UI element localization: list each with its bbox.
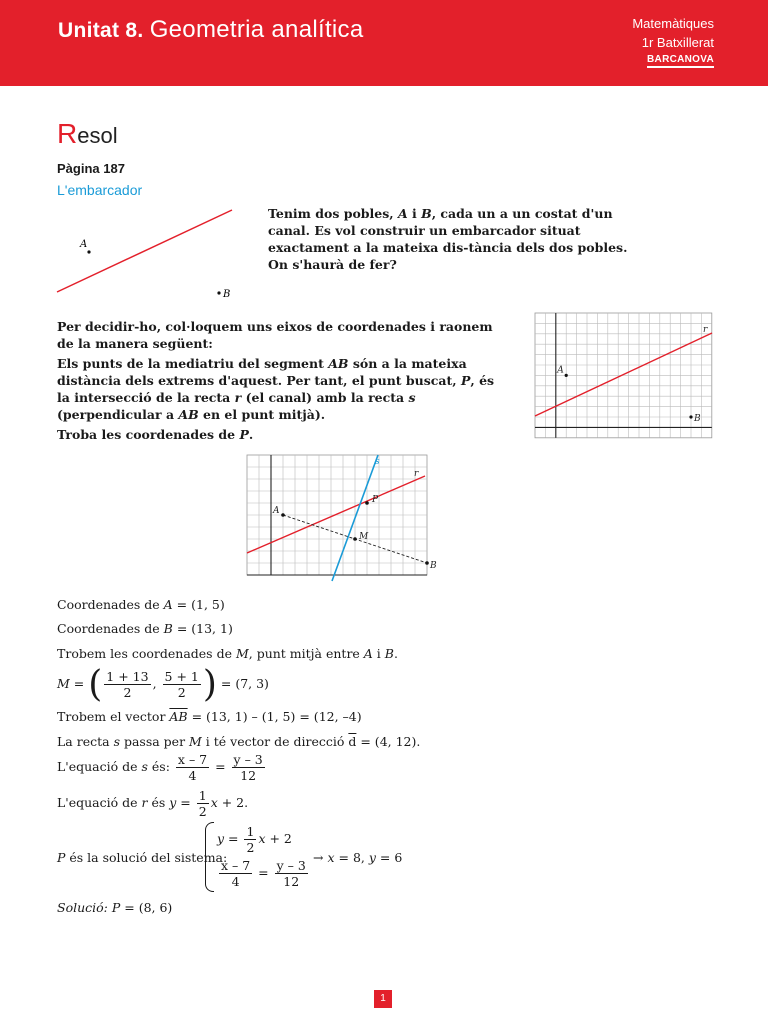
- grid-figure-2: [247, 455, 437, 579]
- var: P: [239, 427, 249, 442]
- point-b: [689, 415, 692, 418]
- fraction: [163, 669, 201, 700]
- var: B: [163, 621, 173, 636]
- equation-system: [205, 822, 315, 892]
- numerator: y – 3: [233, 752, 263, 767]
- point-a: [565, 374, 568, 377]
- var: y: [217, 831, 225, 846]
- system-result: [313, 850, 402, 865]
- vector-d: $\overline{d}$: [348, 734, 357, 749]
- system-eq-2: [217, 858, 310, 889]
- text: Trobem les coordenades de: [57, 646, 236, 661]
- line-r-label: r: [703, 325, 708, 335]
- text: L'equació de: [57, 795, 142, 810]
- text: =: [211, 759, 230, 774]
- text: = (4, 12).: [356, 734, 421, 749]
- var: s: [141, 759, 148, 774]
- section-title-initial: R: [57, 118, 78, 149]
- header-bar: [0, 0, 768, 86]
- var: y: [169, 795, 177, 810]
- task-para3: [57, 426, 505, 443]
- point-b: [425, 561, 429, 565]
- text: .: [393, 646, 398, 661]
- text: + 2: [265, 831, 292, 846]
- var: AB: [328, 356, 349, 371]
- line-s-direction: [57, 734, 420, 749]
- var: P: [111, 900, 121, 915]
- text: Coordenades de: [57, 597, 164, 612]
- unit-title: Geometria analítica: [149, 16, 364, 43]
- var: B: [384, 646, 394, 661]
- var: x: [258, 831, 266, 846]
- fraction: [219, 858, 252, 889]
- intro-b: B: [421, 206, 432, 221]
- page-number: 1: [374, 990, 392, 1008]
- publisher-logo: BARCANOVA: [647, 54, 714, 68]
- text: en el punt mitjà).: [198, 407, 326, 422]
- text: =: [69, 676, 89, 691]
- var: r: [234, 390, 242, 405]
- section-title: [57, 118, 118, 150]
- point-a: [87, 250, 90, 253]
- var: M: [189, 734, 202, 749]
- fraction: [197, 788, 209, 819]
- text: Coordenades de: [57, 621, 164, 636]
- var: P: [57, 850, 66, 865]
- text: i té vector de direcció: [201, 734, 349, 749]
- text: = (13, 1): [172, 621, 233, 636]
- text: és: [147, 795, 170, 810]
- text: passa per: [119, 734, 190, 749]
- course-info: [632, 14, 714, 52]
- var: s: [408, 390, 416, 405]
- text: = (13, 1) – (1, 5) = (12, –4): [187, 709, 362, 724]
- equation-s: [57, 752, 267, 783]
- intro-text: Tenim dos pobles,: [268, 206, 398, 221]
- coord-a-line: [57, 597, 225, 612]
- line-r-label: r: [414, 469, 419, 479]
- intro-paragraph: [268, 205, 648, 273]
- task-text: [57, 318, 505, 446]
- midpoint-formula: [57, 664, 269, 705]
- point-b-label: B: [694, 414, 701, 424]
- text: són a la mateixa distància dels extrems d'aquest. Per tant, el punt buscat,: [57, 356, 467, 388]
- text: és la solució del sistema:: [65, 850, 228, 865]
- text: + 2.: [217, 795, 249, 810]
- denominator: 2: [246, 840, 255, 855]
- fraction: [232, 752, 265, 783]
- denominator: 2: [123, 685, 132, 700]
- numerator: 1: [246, 824, 255, 839]
- var: A: [363, 646, 373, 661]
- text: Trobem el vector: [57, 709, 170, 724]
- point-p: [365, 501, 369, 505]
- final-solution: [57, 900, 172, 915]
- text: = (1, 5): [172, 597, 225, 612]
- var: x: [210, 795, 218, 810]
- subject-label: Matemàtiques: [632, 16, 714, 31]
- point-m-label: M: [359, 532, 369, 542]
- point-a-label: A: [80, 239, 88, 250]
- denominator: 4: [231, 874, 240, 889]
- numerator: 1: [198, 788, 207, 803]
- var: M: [235, 646, 249, 661]
- text: =: [224, 831, 243, 846]
- coord-b-line: [57, 621, 233, 636]
- numerator: x – 7: [177, 752, 208, 767]
- fraction: [176, 752, 209, 783]
- system-eq-1: [217, 824, 292, 855]
- paren-right: ): [202, 664, 217, 705]
- denominator: 4: [188, 768, 197, 783]
- point-m: [353, 537, 357, 541]
- task-para1: Per decidir-ho, col·loquem uns eixos de coordenades i raonem de la manera següent:: [57, 319, 493, 351]
- system-label: [57, 850, 227, 865]
- text: Els punts de la mediatriu del segment: [57, 356, 329, 371]
- var: M: [57, 676, 70, 691]
- grid-figure-1: [535, 313, 713, 437]
- fraction: [104, 669, 150, 700]
- denominator: 2: [198, 804, 207, 819]
- task-para2: [57, 355, 505, 423]
- fraction: [275, 858, 308, 889]
- numerator: 1 + 13: [106, 669, 149, 684]
- text: , punt mitjà entre: [248, 646, 364, 661]
- text: (el canal) amb la recta: [241, 390, 409, 405]
- text: (perpendicular a: [57, 407, 179, 422]
- point-b: [217, 291, 220, 294]
- text: = 8,: [334, 850, 369, 865]
- system-brace: [205, 822, 214, 892]
- text: L'equació de: [57, 759, 142, 774]
- point-a-label: A: [273, 506, 280, 516]
- intro-text: , cada un a un costat d'un canal. Es vol construir un embarcador situat exactament a la mateixa dis-tància dels dos pobles. On s'haurà de fer?: [268, 206, 628, 272]
- equation-r: [57, 788, 248, 819]
- text: =: [176, 795, 195, 810]
- unit-heading: [58, 16, 364, 44]
- paren-left: (: [88, 664, 103, 705]
- solution-label: Solució:: [57, 900, 108, 915]
- point-a-label: A: [557, 365, 564, 376]
- numerator: 5 + 1: [164, 669, 199, 684]
- text: =: [254, 865, 273, 880]
- var: A: [163, 597, 173, 612]
- fraction: [244, 824, 256, 855]
- denominator: 12: [240, 768, 257, 783]
- var: AB: [178, 407, 199, 422]
- line-s-label: s: [375, 457, 380, 467]
- vector-line: [57, 709, 362, 724]
- var: P: [460, 373, 471, 388]
- text: , és la intersecció de la recta: [57, 373, 495, 405]
- point-b-label: B: [223, 289, 231, 300]
- point-b-label: B: [430, 561, 437, 571]
- intro-a: A: [397, 206, 408, 221]
- text: i: [372, 646, 385, 661]
- var: y: [368, 850, 376, 865]
- text: = (8, 6): [120, 900, 173, 915]
- point-p-label: P: [372, 495, 379, 505]
- unit-label: Unitat 8.: [58, 19, 144, 42]
- text: és:: [147, 759, 174, 774]
- course-label: 1r Batxillerat: [641, 35, 714, 50]
- vector-ab: $\overline{AB}$: [169, 709, 188, 724]
- var: s: [113, 734, 120, 749]
- denominator: 2: [177, 685, 186, 700]
- midpoint-intro: [57, 646, 398, 661]
- text: = 6: [375, 850, 403, 865]
- var: x: [327, 850, 335, 865]
- exercise-title: L'embarcador: [57, 182, 143, 198]
- text: .: [248, 427, 254, 442]
- var: r: [141, 795, 148, 810]
- text: Troba les coordenades de: [57, 427, 240, 442]
- arrow: →: [313, 850, 324, 865]
- page-reference: Pàgina 187: [57, 161, 125, 176]
- section-title-rest: esol: [77, 123, 118, 148]
- text: La recta: [57, 734, 114, 749]
- canal-figure: [50, 200, 250, 310]
- text: = (7, 3): [216, 676, 269, 691]
- point-a: [281, 513, 285, 517]
- text: ,: [152, 676, 157, 691]
- numerator: x – 7: [221, 858, 251, 873]
- denominator: 12: [283, 874, 300, 889]
- canal-line: [57, 210, 232, 292]
- numerator: y – 3: [276, 858, 306, 873]
- intro-text: i: [407, 206, 422, 221]
